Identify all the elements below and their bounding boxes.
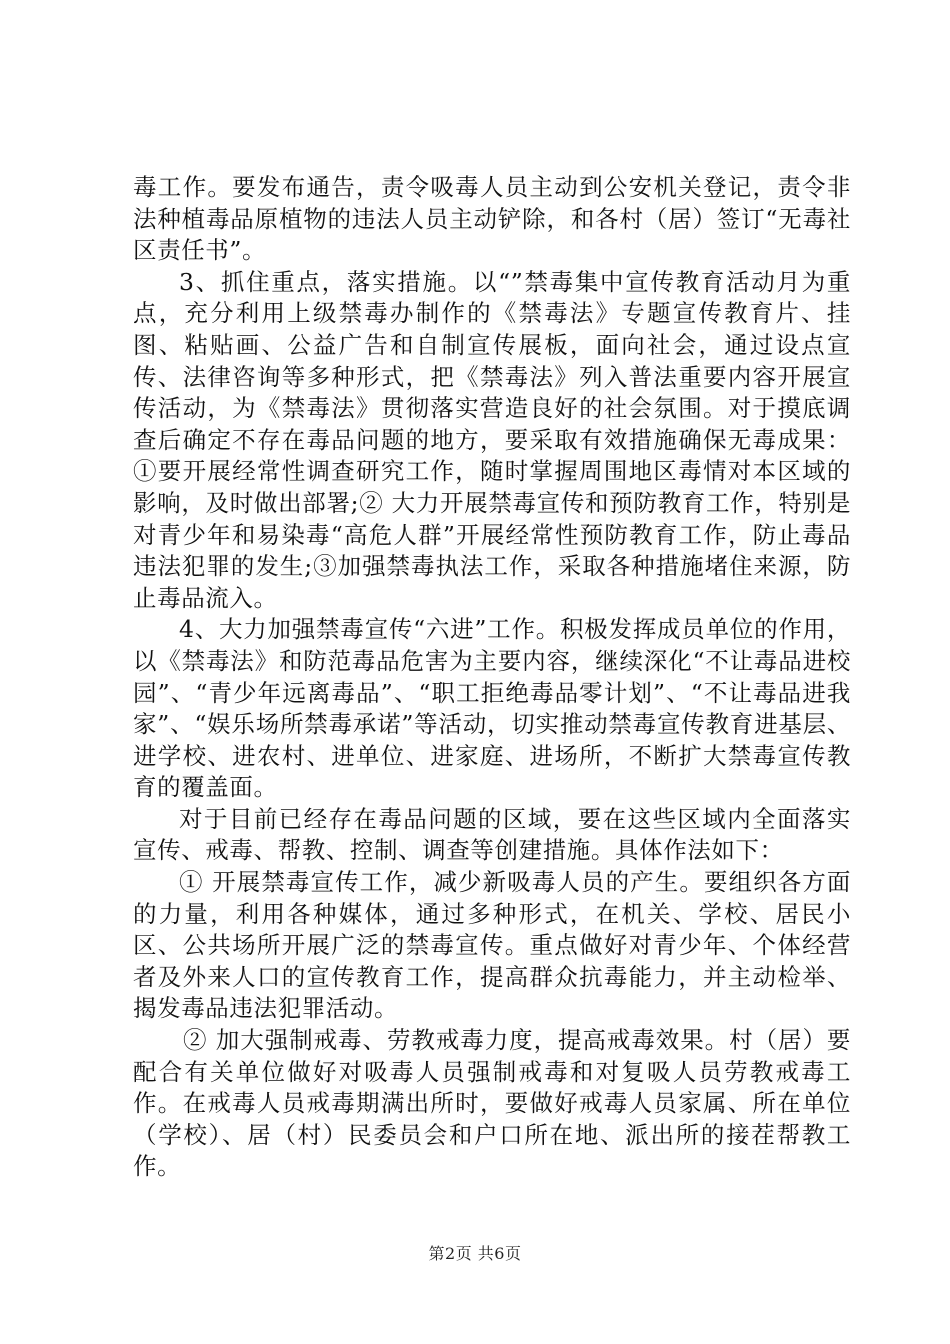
- document-body: [133, 172, 851, 1183]
- paragraph-1: 毒工作。要发布通告，责令吸毒人员主动到公安机关登记，责令非法种植毒品原植物的违法人员主动铲除，和各村（居）签订“无毒社区责任书”。: [133, 173, 851, 265]
- paragraph-2: 3、抓住重点，落实措施。以“”禁毒集中宣传教育活动月为重点，充分利用上级禁毒办制作的《禁毒法》专题宣传教育片、挂图、粘贴画、公益广告和自制宣传展板，面向社会，通过设点宣传、法律咨询等多种形式，把《禁毒法》列入普法重要内容开展宣传活动，为《禁毒法》贯彻落实营造良好的社会氛围。对于摸底调查后确定不存在毒品问题的地方，要采取有效措施确保无毒成果：①要开展经常性调查研究工作，随时掌握周围地区毒情对本区域的影响，及时做出部署;② 大力开展禁毒宣传和预防教育工作，特别是对青少年和易染毒“高危人群”开展经常性预防教育工作，防止毒品违法犯罪的发生;③加强禁毒执法工作，采取各种措施堵住来源，防止毒品流入。: [133, 267, 851, 612]
- paragraph-4: 对于目前已经存在毒品问题的区域，要在这些区域内全面落实宣传、戒毒、帮教、控制、调查等创建措施。具体作法如下：: [133, 804, 851, 865]
- paragraph-5: ① 开展禁毒宣传工作，减少新吸毒人员的产生。要组织各方面的力量，利用各种媒体，通过多种形式，在机关、学校、居民小区、公共场所开展广泛的禁毒宣传。重点做好对青少年、个体经营者及外来人口的宣传教育工作，提高群众抗毒能力，并主动检举、揭发毒品违法犯罪活动。: [133, 868, 851, 1023]
- page-number-footer: 第2页 共6页: [428, 1244, 522, 1263]
- paragraph-6: ② 加大强制戒毒、劳教戒毒力度，提高戒毒效果。村（居）要配合有关单位做好对吸毒人员强制戒毒和对复吸人员劳教戒毒工作。在戒毒人员戒毒期满出所时，要做好戒毒人员家属、所在单位（学校）、居（村）民委员会和户口所在地、派出所的接茬帮教工作。: [133, 1026, 851, 1181]
- paragraph-3: 4、大力加强禁毒宣传“六进”工作。积极发挥成员单位的作用，以《禁毒法》和防范毒品危害为主要内容，继续深化“不让毒品进校园”、“青少年远离毒品”、“职工拒绝毒品零计划”、“不让毒品进我家”、“娱乐场所禁毒承诺”等活动，切实推动禁毒宣传教育进基层、进学校、进农村、进单位、进家庭、进场所，不断扩大禁毒宣传教育的覆盖面。: [133, 615, 851, 802]
